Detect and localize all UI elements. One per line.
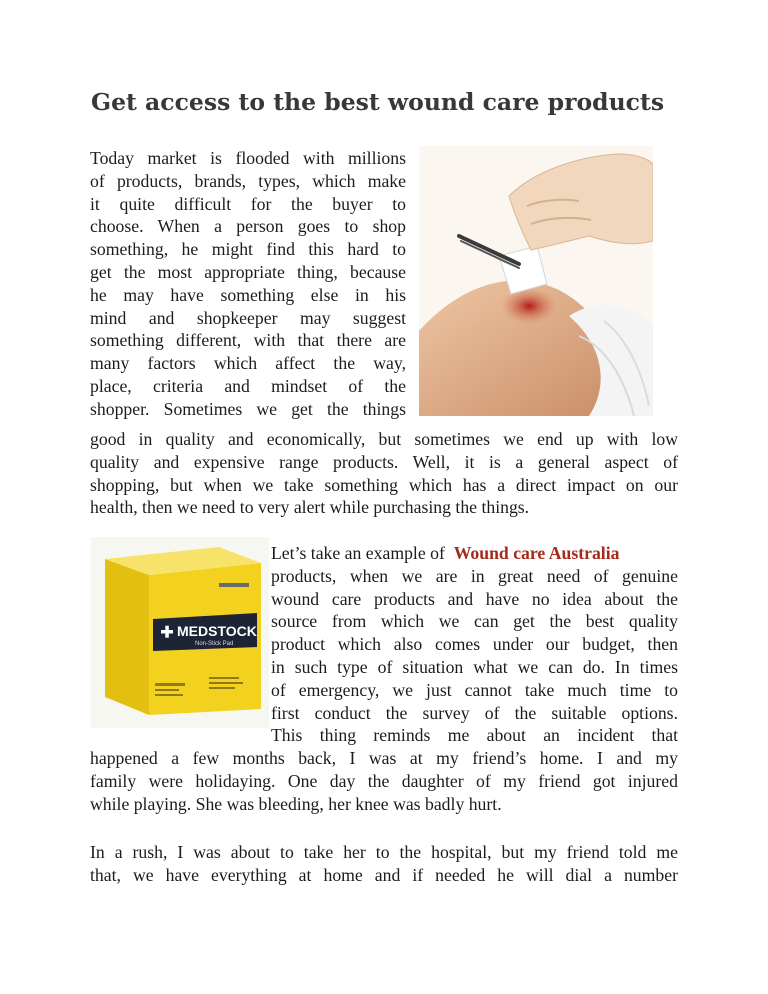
text-line: good in quality and economically, but sometimes we end up with low: [90, 429, 678, 449]
medstock-product-photo: [91, 537, 269, 728]
text-line: get the most appropriate thing, because: [90, 261, 406, 282]
paragraph-1-narrow: [90, 147, 406, 421]
text-line: of products, brands, types, which make: [90, 170, 406, 191]
text-line: he may have something else in his: [90, 284, 406, 305]
wound-dressing-photo: [419, 146, 653, 416]
text-line: it quite difficult for the buyer to: [90, 193, 406, 214]
text-line: choose. When a person goes to shop: [90, 216, 406, 237]
text-line: shopping, but when we take something which has a direct impact on our: [90, 474, 678, 495]
text-line: In a rush, I was about to take her to the hospital, but my friend told me: [90, 842, 678, 862]
paragraph-3: [90, 841, 678, 887]
product-brand-text: MEDSTOCK: [177, 623, 257, 639]
text-fragment: Let’s take an example of: [271, 543, 445, 563]
text-line: of emergency, we just cannot take much time to: [271, 679, 678, 700]
text-line: something, he might find this hard to: [90, 239, 406, 260]
text-line: This thing reminds me about an incident that: [271, 725, 678, 746]
paragraph-2-wide: [90, 747, 678, 815]
text-line: place, criteria and mindset of the: [90, 375, 406, 396]
text-line: Today market is flooded with millions: [90, 148, 406, 168]
text-line: quality and expensive range products. Well, it is a general aspect of: [90, 451, 678, 472]
text-line: that, we have everything at home and if needed he will dial a number: [90, 864, 678, 885]
text-line: product which also comes under our budget, then: [271, 634, 678, 655]
text-line: mind and shopkeeper may suggest: [90, 307, 406, 328]
text-line: wound care products and have no idea about the: [271, 588, 678, 609]
text-line: products, when we are in great need of genuine: [271, 565, 678, 586]
text-line: while playing. She was bleeding, her knee was badly hurt.: [90, 793, 502, 814]
text-line: something different, with that there are: [90, 330, 406, 351]
text-line: health, then we need to very alert while purchasing the things.: [90, 497, 530, 518]
text-line: source from which we can get the best quality: [271, 611, 678, 632]
wound-care-australia-link[interactable]: Wound care Australia: [453, 543, 620, 563]
text-line: in such type of situation what we can do. In times: [271, 656, 678, 677]
paragraph-2-narrow: [271, 542, 678, 747]
text-line: shopper. Sometimes we get the things: [90, 398, 406, 419]
text-line: many factors which affect the way,: [90, 353, 406, 374]
text-line: [271, 542, 678, 565]
page-title: Get access to the best wound care products: [91, 88, 665, 116]
paragraph-1-wide: [90, 428, 678, 519]
text-line: first conduct the survey of the suitable options.: [271, 702, 678, 723]
text-line: happened a few months back, I was at my friend’s home. I and my: [90, 748, 678, 768]
product-subtitle-text: Non-Stick Pad: [195, 641, 234, 647]
text-line: family were holidaying. One day the daughter of my friend got injured: [90, 770, 678, 791]
